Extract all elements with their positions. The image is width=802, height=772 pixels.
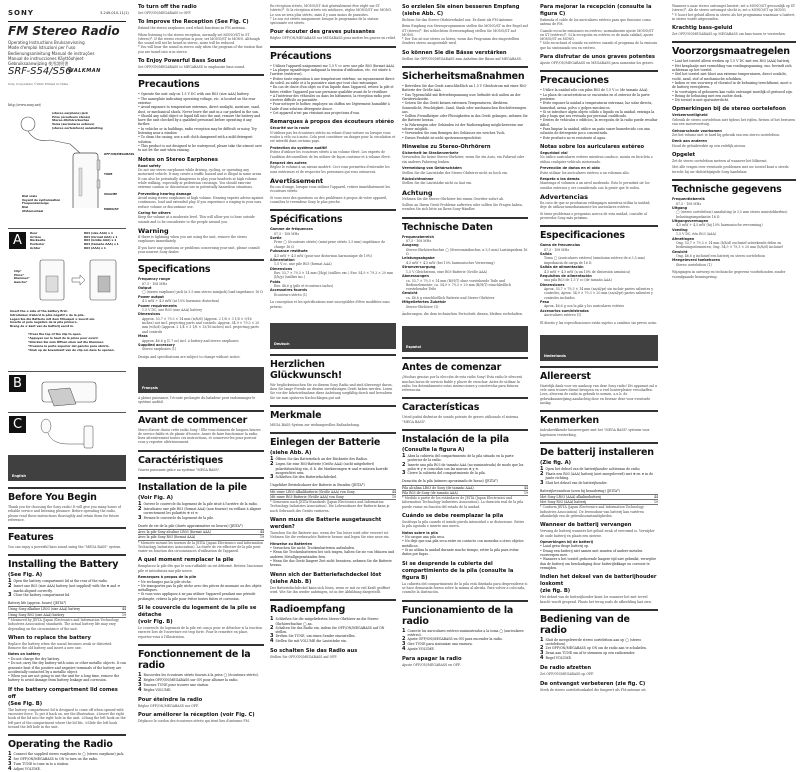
fig-b-rule (8, 371, 126, 372)
column-english-1: Before You Begin Thank you for choosing the Sony radio! It will give you many hours of reliable service and listening pleasure. Before operating the radio, please read these instructions thoroughly and retain them for future reference. Features You can enjoy a powerful bass sound using the "MEGA BASS" system. Installing the Battery (See Fig. A) 1 Open the battery compartment lid at the rear of the radio. 2 Insert one R03 (size AAA) battery (not supplied) with the ⊕ and ⊖ marks aligned correctly. 3 Close the battery compartment lid. Battery life (approx. hours) (JEITA*) Using Sony alkaline LR03 (size AAA) battery 44 Using Sony R03 (size AAA) battery 19 * Measured by JEITA (Japan Electronics and Information Technology Industries Association) standards. The actual battery life may vary depending on the circumstance of the unit. When to replace the battery Replace the battery when the sound becomes weak or distorted. Remove the old battery and insert a new one. Notes on battery • Do not charge the dry battery. • Do not carry the dry battery with coins or other metallic objects. It can generate heat if the positive and negative terminals of the battery are accidentally contacted by a metallic object. • When you are not going to use the unit for a long time, remove the battery to avoid damage from battery leakage and corrosion. If the battery compartment lid comes off (See Fig. B) The battery compartment lid is designed to come off when opened with excessive force. To put it back on, see the illustration. ①Insert the right hook of the lid into the right hole in the unit. ②Hang the left hook on the left part of the compartment where the lid fits. ③Slide the left hook toward the left hole in the unit. Operating the Radio 1 Connect the supplied stereo earphones to ◯ (stereo earphone) jack. 2 Set OFF/ON/MEGABASS to ON to turn on the radio. 3 Turn TUNE to tune in to a station. 4 Adjust VOLUME. (8, 482, 126, 772)
column-espanol-2: Para mejorar la recepción (consulte la figura C) Extienda el cable de los auriculares estéreo para que funcione como antena de FM. Cuando escuche emisiones en estéreo, normalmente ajuste MONO/ST en ST (estéreo)*. Si la recepción en estéreo es de mala calidad, ajuste MONO/ST en MONO. * Sólo escuchará el sonido en estéreo cuando el programa de la emisora que ha sintonizado sea en estéreo. Para disfrutar de unos graves potentes Ajuste OFF/ON/MEGABASS en MEGABASS para aumentar los graves. Precauciones • Utilice la unidad sólo con pilas R03 de 1,5 V cc (de tamaño AAA). • La placa de características se encuentra en el exterior de la parte posterior. • Evite exponer la unidad a temperaturas extremas, luz solar directa, humedad, arena, polvo o golpes mecánicos. • Si se introduce algún objeto sólido o líquido en la unidad, extraiga la pila y haga que sea revisada por personal cualificado. • Dentro de vehículos o edificios, la recepción de la radio puede resultar difícil. • Para limpiar la unidad, utilice un paño suave humedecido con una solución de detergente poco concentrada. • Este producto no es resistente al agua. Notas sobre los auriculares estéreo Seguridad vial No utilice auriculares estéreo mientras conduce, monta en bicicleta o utiliza cualquier vehículo motorizado. Prevención de daños en el oído Evite utilizar los auriculares estéreo a un volumen alto. Respeto a los demás Mantenga el volumen a un nivel moderado. Esto le permitirá oír los sonidos externos y ser considerado con la gente que le rodea. Advertencias En caso de que se produzcan relámpagos mientras utiliza la unidad, deje de utilizar inmediatamente los auriculares estéreo. Si tiene problemas o preguntas acerca de esta unidad, consulte al proveedor Sony más próximo. Especificaciones Gama de frecuencias 87,5 - 108 MHz Salida Toma ◯ (auriculares estéreo) (minitoma estéreo de ø 3,5 mm) impedancia de carga de 16 Ω Salida de alimentación 4,5 mW + 4,5 mW (a un 10% de distorsión armónica) Requisitos de alimentación una pila R03 de 1,5 V cc (de tamaño AAA) Dimensiones Aprox. 53,7 × 79,3 × 14 mm (an/al/pr) sin incluir partes salientes y controles; Aprox. 54,9 × 79,3 × 20 mm (an/al/pr) partes salientes y controles incluidos Peso Aprox. 46,6 g con la pila y los auriculares estéreo Accesorios suministrados Auriculares estéreo (1) El diseño y las especificaciones están sujetos a cambios sin previo aviso. Nederlands Allereerst Hartelijk dank voor uw aankoop van deze Sony radio! Dit apparaat zal u vele uren trouwe dienst bewijzen en u veel luisterplezier verschaffen. Lees, alvorens de radio in gebruik te nemen, a.u.b. de gebruiksaanwijzing aandachtig door en bewaar deze voor eventuele naslag. Kenmerken Indrukwekkende basweergave met het "MEGA BASS" systeem voor lagetonen versterking. De batterij installeren (Zie fig. A) 1 Open het deksel van de batterijhouder achteraan de radio. 2 Plaats een R03 (AAA) batterij (niet meegeleverd) met ⊕ en ⊖ in de juiste richting. 3 Sluit het deksel van de batterijhouder. Batterijlevensduur (uren bij benadering) (JEITA*) Met Sony LR03 (AAA) alkalinebatterij 44 Met Sony R03 (AAA) batterij 19 * Conform JEITA (Japan Electronics and Information Technology Industries Association). De levensduur van batterij kan variëren afhankelijk van de gebruiksomstandigheden. Wanneer de batterij vervangen Vervang de batterij wanneer het geluid zwak of vervormd is. Verwijder de oude batterij en plaats een nieuwe. Opmerkingen bij de batterij • Laad geen droge batterij op. • Draag een batterij niet samen met munten of andere metalen voorwerpen mee. • Wanneer u het toestel gedurende langere tijd niet gebruikt, verwijder dan de batterij om beschadiging door batterijlekkage en corrosie te vermijden. Indien het deksel van de batterijhouder loskomt (zie fig. B) Het deksel van de batterijhouder komt los wanneer het met teveel kracht wordt geopend. Plaats het terug zoals de afbeelding laat zien. Bediening van de radio 1 Sluit de meegeleverde stereo oortelefoon aan op ◯ (stereo oortelefoon). 2 Zet OFF/ON/MEGABASS op ON om de radio aan te schakelen. 3 Draai aan TUNE om af te stemmen op een radiozender. 4 Regel VOLUME. De radio afzetten Zet OFF/ON/MEGABASS op OFF. De ontvangst verbeteren (zie fig. C) Strek de stereo oortelefoonkabel die fungeert als FM-antenne uit. (540, 4, 658, 692)
heading-features: Features (8, 527, 126, 543)
language-bar-english: English (8, 455, 126, 481)
jack-labels: (stereo earphone) jack Prise (écouteurs stéréo) Stereo-Ohrhörerbuchse Toma (auriculares estéreo) (stereo oortelefoon) aansluiting (52, 111, 103, 130)
language-bar-espanol: Español (402, 326, 528, 352)
install-step: 1 Open the battery compartment lid at the rear of the radio. (8, 578, 108, 585)
language-list: Operating Instructions Bruksanvisning Mode d'emploi Istruzioni per l'uso Bedienungsanleitung Manual de instruções Manual de instrucciones Käyttöohjeet Gebruiksaanwijzing 使用說明書 (8, 40, 95, 67)
website-url: http://www.sony.net/ (8, 103, 41, 107)
control-label-offonmegabass: OFF/ON/MEGABASS (104, 152, 135, 156)
walkman-logo: WALKMAN (68, 68, 101, 74)
fig-a-rule (8, 228, 126, 229)
product-title: FM Stereo Radio (8, 24, 120, 38)
table-row: Met Sony LR03 (AAA) alkalinebatterij 44 (540, 494, 658, 499)
fig-c-label: C (9, 416, 26, 433)
table-row: Avec la pile Sony R03 (format AAA) 19 (138, 535, 264, 540)
fig-a-label: A (9, 232, 26, 249)
insert-notes: Insert the ⊖ side of the battery first. Introduisez d'abord le pôle négatif ⊖ de la pile. Legen Sie die Batterie mit dem Minuspol ⊖ zuerst ein. Inserte el polo negativo de la pila primero. Breng de ⊖ kant van de batterij eerst in. (10, 309, 96, 329)
heading-before-you-begin: Before You Begin (8, 487, 126, 503)
table-row: Pila R03 de Sony (de tamaño AAA) 19 (402, 490, 528, 495)
battery-life-table (270, 489, 396, 501)
column-deutsch-2: So erzielen Sie einen besseren Empfang (siehe Abb. C) Richten Sie das Stereo-Ohrhörerkabel aus. Es dient als FM-Antenne. Beim Empfang von Stereoprogrammen stellen Sie MONO/ST in der Regel auf ST (stereo)*. Bei schlechtem Stereoempfang stellen Sie MONO/ST auf MONO. * Der Ton ist nur stereo zu hören, wenn das Programm des eingestellten Senders stereo ausgestrahlt wird. So können Sie die Bässe verstärken Stellen Sie OFF/ON/MEGABASS zum Anheben der Bässe auf MEGABASS. Sicherheitsmaßnahmen • Betreiben Sie das Gerät ausschließlich an 1,5 V Gleichstrom mit einer R03-Batterie der Größe AAA. • Das Typenschild mit Betriebsspannung usw. befindet sich außen an der Geräterückseite. • Setzen Sie das Gerät keinen extremen Temperaturen, direktem Sonnenlicht, Feuchtigkeit, Sand, Staub oder mechanischen Erschütterungen aus. • Sollten Fremdkörper oder Flüssigkeiten in das Gerät gelangen, nehmen Sie die Batterie heraus. • In Fahrzeugen oder Gebäuden ist der Radioempfang möglicherweise nur schwer möglich. • Verwenden Sie zum Reinigen des Gehäuses ein weiches Tuch. • Dieses Produkt ist nicht spritzwassergeschützt. Hinweise zu Stereo-Ohrhörern Sicherheit im Straßenverkehr Verwenden Sie keine Stereo-Ohrhörer, wenn Sie ein Auto, ein Fahrrad oder ein anderes Fahrzeug lenken. Vermeidung von Gehörschäden Stellen Sie die Lautstärke der Stereo-Ohrhörer nicht zu hoch ein. Rücksichtnahme Stellen Sie die Lautstärke nicht zu laut ein. Achtung Nehmen Sie die Stereo-Ohrhörer bei einem Gewitter sofort ab. Sollten an Ihrem Gerät Probleme auftreten oder sollten Sie Fragen haben, wenden Sie sich bitte an Ihren Sony-Händler. Technische Daten Frequenzbereich 87,5 - 108 MHz Ausgang Stereo-Ohrhörerbuchse ◯ (Stereominibuchse, ø 3,5 mm) Lastimpedanz 16 Ω Leistungsabgabe 4,5 mW + 4,5 mW (bei 10% harmonischer Verzerrung) Stromversorgung 1,5 V Gleichstrom, eine R03-Batterie (Größe AAA) Abmessungen ca. 53,7 × 79,3 × 14 mm (B/H/T) ohne vorstehende Teile und Bedienelemente; ca. 54,9 × 79,3 × 20 mm (B/H/T) einschließlich vorstehender Teile Gewicht ca. 46,6 g einschließlich Batterie und Stereo-Ohrhörer Mitgeliefertes Zubehör Stereo-Ohrhörer (1) Änderungen, die dem technischen Fortschritt dienen, bleiben vorbehalten. Español Antes de comenzar ¡Muchas gracias por la elección de esta radio Sony! Esta radio le ofrecerá muchas horas de servicio fiable y placer de escuchar. Antes de utilizar la radio, lea detenidamente estas instrucciones y consérvelas para futuras referencias. Características Usted podrá disfrutar de sonido potente de graves utilizando el sistema "MEGA BASS". Instalación de la pila (Consulte la figura A) 1 Abra la cubierta del compartimiento de la pila situado en la parte posterior de la radio. 2 Inserte una pila R03 de tamaño AAA (no suministrada) de modo que los polos ⊕ y ⊖ coincidan con las marcas ⊕ y ⊖. 3 Cierre la cubierta del compartimiento de la pila. Duración de la pila (número aproximado de horas) (JEITA*) Pila alcalina LR03 de Sony (de tamaño AAA) 44 Pila R03 de Sony (de tamaño AAA) 19 * Medido a partir de los estándares de JEITA (Japan Electronics and Information Technology Industries Association). La duración real de la pila puede variar en función del estado de la unidad. Cuándo se debe reemplazar la pila Sustituya la pila cuando el sonido pierda intensidad o se distorsione. Retire la pila agotada e inserte una nueva. Notas sobre la pila • No cargue una pila seca. • No deje que una pila seca entre en contacto con monedas u otros objetos metálicos. • Si no utiliza la unidad durante mucho tiempo, retire la pila para evitar daños por fugas. Si se desprende la cubierta del compartimiento de la pila (consulte la figura B) La cubierta del compartimiento de la pila está diseñada para desprenderse si se hace demasiada fuerza sobre la misma al abrirla. Para volver a colocarla, consulte la ilustración. Funcionamiento de la radio 1 Conecte los auriculares estéreo suministrados a la toma ◯ (auriculares estéreo). 2 Ajuste OFF/ON/MEGABASS en ON para encender la radio. 3 Gire TUNE para sintonizar una emisora. 4 Ajuste VOLUME. Para apagar la radio Ajuste OFF/ON/MEGABASS en OFF. (402, 4, 528, 667)
table-row: Mit einer LR03-Alkalibatterie (Größe AAA) von Sony 44 (270, 489, 396, 494)
heading-operating-radio: Operating the Radio (8, 734, 126, 750)
clip-labels: Clip* Pince* Klammer* Gancho* (14, 269, 30, 285)
table-row: Mit einer R03-Batterie (Größe AAA) von Sony 19 (270, 494, 396, 499)
battery-life-table (402, 485, 528, 497)
heading-lid-comes-off: If the battery compartment lid comes off (8, 686, 118, 700)
battery-labels: R03 (size AAA) x 1 R03 (format AAA) x 1 R03 (Größe AAA) x 1 R03 (tamaño AAA) x 1 R03 (AAA) x 1 (84, 231, 119, 250)
model-number: SRF-S54/S56 (8, 66, 72, 77)
table-row: Pila alcalina LR03 de Sony (de tamaño AAA) 44 (402, 485, 528, 490)
part-number: 3-249-010-11(1) (100, 11, 129, 15)
table-row: Using Sony R03 (size AAA) battery 19 (8, 612, 126, 617)
column-francais-2: En réception stéréo, MONO/ST doit généralement être réglé sur ST (stéréo)*. Si la réception stéréo est médiocre, réglez MONO/ST sur MONO. Le son ne sera plus stéréo, mais il y aura moins de parasites. * Le son est stéréo uniquement lorsque le programme de la station syntonisée est stéréo. Pour écouter des graves puissantes Réglez OFF/ON/MEGABASS sur MEGABASS pour mettre les graves en relief. Précautions • Utilisez l'appareil uniquement sur 1,5 V cc avec une pile R03 (format AAA). • La plaque signalétique indiquant la tension d'utilisation, etc. est située à l'arrière (extérieur). • Evitez toute exposition à une température extrême, un rayonnement direct du soleil, au sable et à la poussière ainsi que tout choc mécanique. • En cas de chute d'un objet ou d'un liquide dans l'appareil, retirez la pile et faites vérifier l'appareil par une personne qualifiée avant de le réutiliser. • A l'intérieur des véhicules ou dans les bâtiments, la réception radio peut s'avérer difficile ou parasitée. • Pour nettoyer le boîtier, employez un chiffon sec légèrement humidifié à l'aide d'une solution détergente douce. • Cet appareil n'est pas résistant aux projections d'eau. Remarques à propos des écouteurs stéréo Sécurité sur la route N'utilisez pas les écouteurs stéréo au volant d'une voiture ou lorsque vous roulez à vélo ou à moto. Cela peut constituer un danger pour la circulation et est interdit dans certains pays. Protection du système auditif Evitez d'utiliser les écouteurs stéréo à un volume élevé. Les experts de l'audition déconseillent de les utiliser de façon continue et à volume élevé. Respect des autres Réglez le volume à un niveau modéré. Ceci vous permettra d'entendre les sons extérieurs et de respecter les personnes qui vous entourent. Avertissement En cas d'orage, lorsque vous utilisez l'appareil, retirez immédiatement les écouteurs stéréo. Si vous avez des questions ou des problèmes à propos de votre appareil, consultez le revendeur Sony le plus proche. Spécifications Gamme de fréquences 87,5 - 108 MHz Sortie Prise ◯ (écouteurs stéréo) (mini-prise stéréo 3,5 mm) impédance de charge 16 Ω Puissance restituée 4,5 mW + 4,5 mW (pour une distorsion harmonique de 10%) Alimentation 1,5 V cc, une pile R03 (format AAA) Dimensions Env. 53,7 × 79,3 × 14 mm (l/h/p) (saillies exc.) Env. 54,9 × 79,3 × 20 mm (l/h/p) (saillies inc.) Poids Env. 46,6 g (pile et écouteurs inclus) Accessoires fournis Écouteurs stéréo (1) La conception et les spécifications sont susceptibles d'être modifiées sans préavis. Deutsch Herzlichen Glückwunsch! Wir beglückwünschen Sie zu diesem Sony Radio und sind überzeugt davon, dass Sie lange Freude an diesem zuverlässigen Gerät haben werden. Lesen Sie vor der Inbetriebnahme diese Anleitung sorgfältig durch und bewahren Sie sie zum späteren Nachschlagen gut auf. Merkmale MEGA BASS-System zur wirkungsvollen Baßanhebung. Einlegen der Batterie (siehe Abb. A) 1 Öffnen Sie das Batteriefach an der Rückseite des Radios. 2 Legen Sie eine R03-Batterie (Größe AAA) (nicht mitgeliefert) polaritätsrichtig ein, d. h. die Markierungen ⊕ und ⊖ müssen korrekt ausgerichtet sein. 3 Schließen Sie den Batteriefachdeckel. Ungefähre Betriebsdauer der Batterie in Stunden (JEITA*) Mit einer LR03-Alkalibatterie (Größe AAA) von Sony 44 Mit einer R03-Batterie (Größe AAA) von Sony 19 * Gemessen nach JEITA-Standards (Japan Electronics and Information Technology Industries Association). Die Lebensdauer der Batterie kann je nach Gebrauch des Geräts variieren. Wann muss die Batterie ausgetauscht werden? Tauschen Sie die Batterie aus, wenn der Ton leiser wird oder verzerrt ist. Nehmen Sie die verbrauchte Batterie heraus und legen Sie eine neue ein. Hinweise zu Batterien • Versuchen Sie nicht, Trockenbatterien aufzuladen. • Wenn Sie Trockenbatterien bei sich tragen, halten Sie sie von Münzen und anderen Metallgegenständen fern. • Wenn Sie das Gerät längere Zeit nicht benutzen, nehmen Sie die Batterie heraus. Wenn sich der Batteriefachdeckel löst (siehe Abb. B) Der Batteriefachdeckel kann sich lösen, wenn er mit zu viel Kraft geöffnet wird. Wie Sie ihn wieder anbringen, ist in der Abbildung dargestellt. Radioempfang 1 Schließen Sie die mitgelieferten Stereo-Ohrhörer an die Stereo-Ohrhörerbuchse ◯ an. 2 Schalten Sie das Radio ein, indem Sie OFF/ON/MEGABASS auf ON stellen. 3 Drehen Sie TUNE, um einen Sender einzustellen. 4 Stellen Sie mit VOLUME die Lautstärke ein. So schalten Sie das Radio aus Stellen Sie OFF/ON/MEGABASS auf OFF. (270, 4, 396, 660)
control-label-monost: MONO/ST (104, 207, 119, 211)
rear-labels: Rear Arrière Rückseite Posterior Achter (30, 231, 46, 250)
clip-notes: *Press the top of the clip to open. *Appuyez sur le haut de la pince pour ouvrir. *Drücken Sie zum Öffnen oben auf die Klammer. *Presione la parte superior del gancho para abrirlo. *Druk op de bovenkant van de clip om deze te openen. (28, 332, 115, 353)
battery-install-illustration (38, 258, 128, 306)
install-step: 3 Close the battery compartment lid. (8, 592, 71, 599)
language-bar-deutsch: Deutsch (270, 323, 396, 349)
battery-life-table (138, 529, 264, 541)
control-label-tune: TUNE (104, 172, 113, 176)
battery-life-table (540, 494, 658, 506)
sony-logo: SONY (8, 9, 34, 17)
control-label-volume: VOLUME (104, 192, 118, 196)
table-row: Avec la pile Sony alcaline LR03 (format AAA) 44 (138, 529, 264, 534)
heading-replace-battery: When to replace the battery (8, 634, 91, 641)
earphone-antenna-illustration (38, 414, 98, 450)
column-nederlands-2: Wanneer u naar stereo ontvangst luistert, zet u MONO/ST gewoonlijk op ST (stereo)*. Als de stereo ontvangst slecht is, zet u MONO/ST op MONO. * U hoort het geluid alleen in stereo als het programma waarnaar u luistert, in stereo wordt uitgezonden. Krachtig bass-geluid Zet OFF/ON/MEGABASS op MEGABASS om bass-tonen te versterken. Voorzorgsmaatregelen • Laat het toestel alleen werken op 1,5 V DC met een R03 (AAA) batterij. • Het kenplaatje met vermelding van voedingsspanning, enz. bevindt zich achteraan op het toestel. • Stel het toestel niet bloot aan extreme temperaturen, direct zonlicht, vocht, zand, stof of mechanische schokken. • Indien er een voorwerp of vloeistof in de behuizing terechtkomt, moet u de batterij verwijderen. • In voertuigen of gebouwen kan radio ontvangst moeilijk of gestoord zijn. • Reinig de behuizing met een zachte doek. • Dit toestel is niet spatwaterdicht. Opmerkingen bij de stereo oortelefoon Verkeersveiligheid Gebruik de stereo oortelefoon niet tijdens het rijden, fietsen of het besturen van een motorvoertuig. Gehoorschade voorkomen Zet het volume niet te hard bij gebruik van een stereo oortelefoon. Denk aan anderen Houd de geluidsterkte op een redelijk niveau. Opgelet Zet de stereo oortelefoon meteen af wanneer het bliksemt. Met alle vragen over eventuele problemen met uw toestel kunt u steeds terecht bij uw dichtstbijzijnde Sony handelaar. Technische gegevens Frequentiebereik 87,5 - 108 MHz Uitgang ◯ (stereo oortelefoon) aansluiting (ø 3,5 mm stereo ministekkerbus) belastingsimpedantie 16 Ω Uitgangsvermogen 4,5 mW + 4,5 mW (bij 10% harmonische vervorming) Voeding 1,5 V DC, één R03 (AAA) Afmetingen Ong. 53,7 × 79,3 × 14 mm (b/h/d) exclusief uitstekende delen en bedieningselementen; Ong. 54,9 × 79,3 × 20 mm (b/h/d) inclusief Gewicht Ong. 46,6 g inclusief een batterij en stereo oortelefoon Meegeleverd toebehoren Stereo oortelefoon (1) Wijzigingen in ontwerp en technische gegevens voorbehouden zonder voorafgaande kennisgeving. (672, 4, 796, 279)
language-bar-francais: Français (138, 367, 264, 393)
fig-b-label: B (9, 375, 26, 392)
table-row: Met Sony R03 (AAA) batterij 19 (540, 500, 658, 505)
dial-labels: Dial scale Voyant de syntonisation Frequenzanzeige Dial Afstemschaal (22, 194, 61, 213)
fig-c-rule (8, 412, 126, 413)
table-row: Using Sony alkaline LR03 (size AAA) battery 44 (8, 607, 126, 612)
language-bar-nederlands: Nederlands (540, 335, 658, 361)
copyright: Sony Corporation ©2002 Printed in China (8, 82, 68, 86)
battery-life-table (8, 606, 126, 618)
heading-installing-battery: Installing the Battery (8, 554, 126, 570)
lid-illustration (40, 378, 100, 408)
install-step: 2 Insert one R03 (size AAA) battery (not supplied) with the ⊕ and ⊖ marks aligned correctly. (8, 583, 121, 593)
cover-title-rule (8, 21, 126, 22)
column-english-2: To turn off the radio Set OFF/ON/MEGABASS to OFF. To Improve the Reception (See Fig. C) Extend the stereo earphones cord which functions as FM antenna. When listening to the stereo reception, normally set MONO/ST to ST (stereo)*. If the stereo reception is poor, set MONO/ST to MONO. Although the sound will not be heard in stereo, noise will be reduced. * You will hear the sound in stereo only when the program of the station that you are tuned into is in stereo. To Enjoy Powerful Bass Sound Set OFF/ON/MEGABASS to MEGABASS to emphasize bass sound. Precautions • Operate the unit only on 1.5 V DC with one R03 (size AAA) battery. • The nameplate indicating operating voltage, etc. is located on the rear exterior. • Avoid exposure to temperature extremes, direct sunlight, moisture, sand, dust, or mechanical shock. Never leave the unit in a car parked in the sun. • Should any solid object or liquid fall into the unit, remove the battery and have the unit checked by a qualified personnel before operating it any further. • In vehicles or in buildings, radio reception may be difficult or noisy. Try listening near a window. • To clean the casing, use a soft cloth dampened with a mild detergent solution. • This product is not designed to be waterproof, please take the utmost care to not let the unit when raining. Notes on Stereo Earphones Road safety Do not use stereo earphones while driving, cycling, or operating any motorized vehicle. It may create a traffic hazard and is illegal in some areas. It can also be potentially dangerous to play your headsets at high volume while walking, especially at pedestrian crossings. You should exercise extreme caution or discontinue use in potentially hazardous situations. Preventing hearing damage Avoid using stereo earphones at high volume. Hearing experts advise against continuous, loud and extended play. If you experience a ringing in your ears, reduce volume or discontinue use. Caring for others Keep the volume at a moderate level. This will allow you to hear outside sounds and to be considerate to the people around you. Warning If there is lightning when you are using the unit, remove the stereo earphones immediately. If you have any questions or problems concerning your unit, please consult your nearest Sony dealer. Specifications Frequency range 87.5 - 108 MHz Output ◯ (stereo earphone) jack (ø 3.5 mm stereo minijack) load impedance 16 Ω Power output 4.5 mW + 4.5 mW (at 10% harmonic distortion) Power requirements 1.5 V DC, one R03 (size AAA) battery Dimensions Approx. 53.7 × 79.3 × 14 mm (w/h/d) (Approx. 2 1/8 × 3 1/8 × 9/16 inches) not incl. projecting parts and controls. Approx. 54.9 × 79.3 × 20 mm (w/h/d) (Approx. 2 1/4 × 3 1/8 × 13/16 inches) incl. projecting parts and controls Mass Approx. 46.6 g (1.7 oz) incl. a battery and stereo earphones Supplied accessory Stereo earphones (1) Design and specifications are subject to change without notice. Français A pleine puissance, l'écoute prolongée du baladeur peut endommager le système auditif. Avant de commencer Merci d'avoir choisi cette radio Sony ! Elle vous donnera de longues heures de service fiable et de plaisir d'écoute. Avant de faire fonctionner la radio, lisez attentivement toutes ces instructions, et conservez-les pour pouvoir vous y reporter ultérieurement. Caractéristiques Graves puissants grâce au système "MEGA BASS". Installation de la pile (Voir Fig. A) 1 Ouvrez le couvercle du logement de la pile situé à l'arrière de la radio. 2 Introduisez une pile R03 (format AAA) (non fournie) en veillant à aligner correctement les polarités ⊕ et ⊖. 3 Fermez le couvercle du logement de la pile. Durée de vie de la pile (durée approximative en heures) (JEITA*) Avec la pile Sony alcaline LR03 (format AAA) 44 Avec la pile Sony R03 (format AAA) 19 * Mesurée suivant les normes de la JEITA (Japan Electronics and Information Technology Industries Association). La durée de vie effective de la pile peut varier en fonction des circonstances d'utilisation de l'appareil. A quel moment remplacer la pile Remplacez la pile dès que le son s'affaiblit ou est déformé. Retirez l'ancienne pile et introduisez une pile neuve. Remarques à propos de la pile • Ne rechargez pas la pile sèche. • Ne transportez pas la pile sèche avec des pièces de monnaie ou des objets métalliques. • Si vous vous appliquez à ne pas utiliser l'appareil pendant une période prolongée, retirez la pile pour éviter toutes fuites et corrosion. Si le couvercle du logement de la pile se détache (voir Fig. B) Le couvercle du logement de la pile est conçu pour se détacher si la traction exercée lors de l'ouverture est trop forte. Pour le remettre en place, reportez-vous à l'illustration. Fonctionnement de la radio 1 Raccordez les écouteurs stéréo fournis à la prise ◯ (écouteurs stéréo). 2 Réglez OFF/ON/MEGABASS sur ON pour allumer la radio. 3 Tournez TUNE pour trouver une station. 4 Réglez VOLUME. Pour éteindre la radio Réglez OFF/ON/MEGABASS sur OFF. Pour améliorer la réception (voir Fig. C) Déplacez le cordon des écouteurs stéréo qui tient lieu d'antenne FM. (138, 4, 264, 723)
